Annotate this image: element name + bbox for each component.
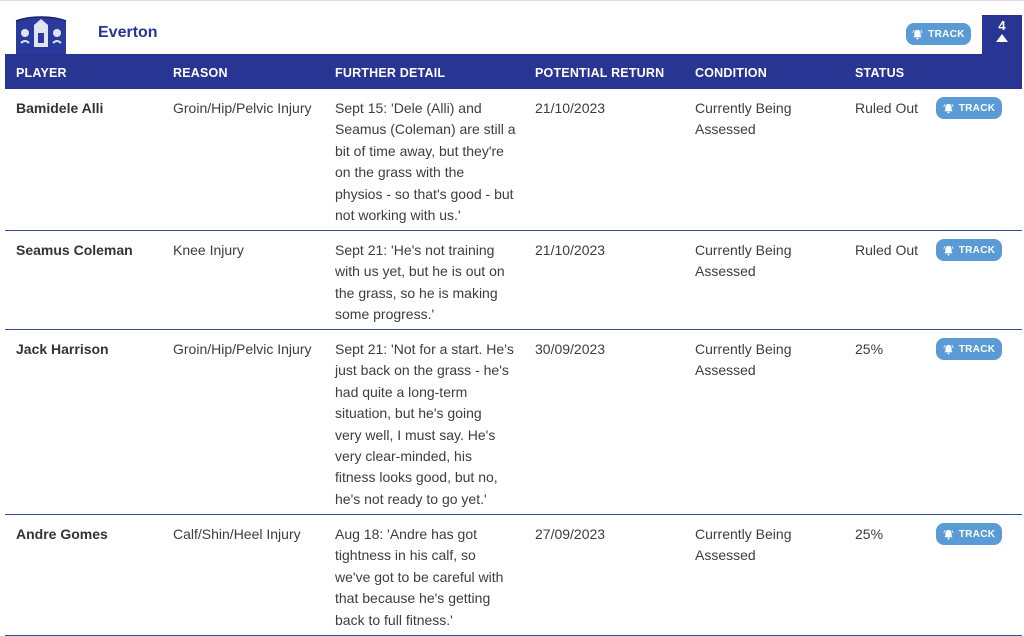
further-detail-line: the grass, so he is making [335, 284, 498, 301]
further-detail-line: bit of time away, but they're [335, 142, 504, 159]
potential-return: 30/09/2023 [535, 341, 606, 357]
condition-line: Assessed [695, 263, 756, 280]
status: 25% [855, 526, 884, 542]
further-detail-line: Aug 18: 'Andre has got [335, 526, 477, 542]
further-detail-line: Seamus (Coleman) are still a [335, 121, 516, 138]
further-detail-line: back to full fitness.' [335, 611, 453, 628]
track-label: TRACK [958, 244, 996, 256]
further-detail-line: that because he's getting [335, 590, 491, 607]
status: Ruled Out [855, 242, 919, 258]
track-button[interactable] [936, 239, 1002, 261]
further-detail-line: physios - so that's good - but [335, 185, 514, 202]
condition-line: Currently Being [695, 341, 792, 357]
player-name: Andre Gomes [16, 526, 108, 542]
status: Ruled Out [855, 100, 919, 116]
status: 25% [855, 341, 884, 357]
rank-number: 4 [998, 18, 1006, 33]
condition [695, 339, 792, 382]
column-header-potential-return: POTENTIAL RETURN [535, 66, 665, 80]
further-detail-line: Sept 15: 'Dele (Alli) and [335, 100, 482, 116]
condition-line: Assessed [695, 362, 756, 379]
further-detail-line: very clear-minded, his [335, 448, 472, 465]
rank-badge [982, 15, 1022, 55]
triangle-up-icon [996, 34, 1008, 42]
injury-reason: Groin/Hip/Pelvic Injury [173, 100, 312, 116]
column-header-condition: CONDITION [695, 66, 767, 80]
column-header-further-detail: FURTHER DETAIL [335, 66, 446, 80]
bell-icon [943, 344, 954, 355]
further-detail [335, 98, 516, 226]
further-detail-line: on the grass with the [335, 164, 465, 181]
table-header [5, 54, 1022, 89]
condition [695, 240, 792, 283]
further-detail-line: just back on the grass - he's [335, 362, 509, 379]
further-detail-line: tightness in his calf, so [335, 547, 476, 564]
further-detail-line: he's not ready to go yet.' [335, 490, 487, 507]
further-detail [335, 524, 503, 631]
column-header-status: STATUS [855, 66, 905, 80]
track-button[interactable] [936, 97, 1002, 119]
column-header-player: PLAYER [16, 66, 67, 80]
condition-line: Assessed [695, 121, 756, 138]
table-row [5, 515, 1022, 636]
further-detail-line: some progress.' [335, 306, 435, 323]
bell-icon [943, 103, 954, 114]
further-detail-line: not working with us.' [335, 207, 461, 224]
injury-reason: Knee Injury [173, 242, 244, 258]
further-detail [335, 240, 505, 326]
track-label: TRACK [958, 343, 996, 355]
track-label: TRACK [958, 102, 996, 114]
track-button[interactable] [936, 338, 1002, 360]
track-label: TRACK [958, 528, 996, 540]
further-detail-line: Sept 21: 'He's not training [335, 242, 495, 258]
condition-line: Currently Being [695, 526, 792, 542]
further-detail-line: had quite a long-term [335, 383, 468, 400]
everton-crest-icon [12, 15, 70, 55]
condition-line: Currently Being [695, 100, 792, 116]
table-row [5, 89, 1022, 231]
injury-reason: Calf/Shin/Heel Injury [173, 526, 301, 542]
track-button[interactable] [936, 523, 1002, 545]
condition-line: Assessed [695, 547, 756, 564]
injury-reason: Groin/Hip/Pelvic Injury [173, 341, 312, 357]
further-detail [335, 339, 514, 510]
further-detail-line: with us yet, but he is out on [335, 263, 505, 280]
further-detail-line: Sept 21: 'Not for a start. He's [335, 341, 514, 357]
condition-line: Currently Being [695, 242, 792, 258]
further-detail-line: we've got to be careful with [335, 568, 504, 585]
condition [695, 98, 792, 141]
column-header-reason: REASON [173, 66, 228, 80]
player-name: Seamus Coleman [16, 242, 133, 258]
condition [695, 524, 792, 567]
player-name: Jack Harrison [16, 341, 109, 357]
team-track-label: TRACK [928, 28, 965, 40]
bell-icon [912, 29, 923, 40]
further-detail-line: situation, but he's going [335, 405, 482, 422]
potential-return: 27/09/2023 [535, 526, 606, 542]
team-header [0, 1, 1024, 54]
table-row [5, 330, 1022, 515]
team-track-button[interactable] [906, 23, 971, 45]
potential-return: 21/10/2023 [535, 100, 606, 116]
bell-icon [943, 245, 954, 256]
potential-return: 21/10/2023 [535, 242, 606, 258]
bell-icon [943, 529, 954, 540]
further-detail-line: fitness looks good, but no, [335, 469, 498, 486]
table-row [5, 231, 1022, 330]
team-name: Everton [98, 24, 158, 41]
player-name: Bamidele Alli [16, 100, 104, 116]
further-detail-line: very well, I must say. He's [335, 426, 496, 443]
